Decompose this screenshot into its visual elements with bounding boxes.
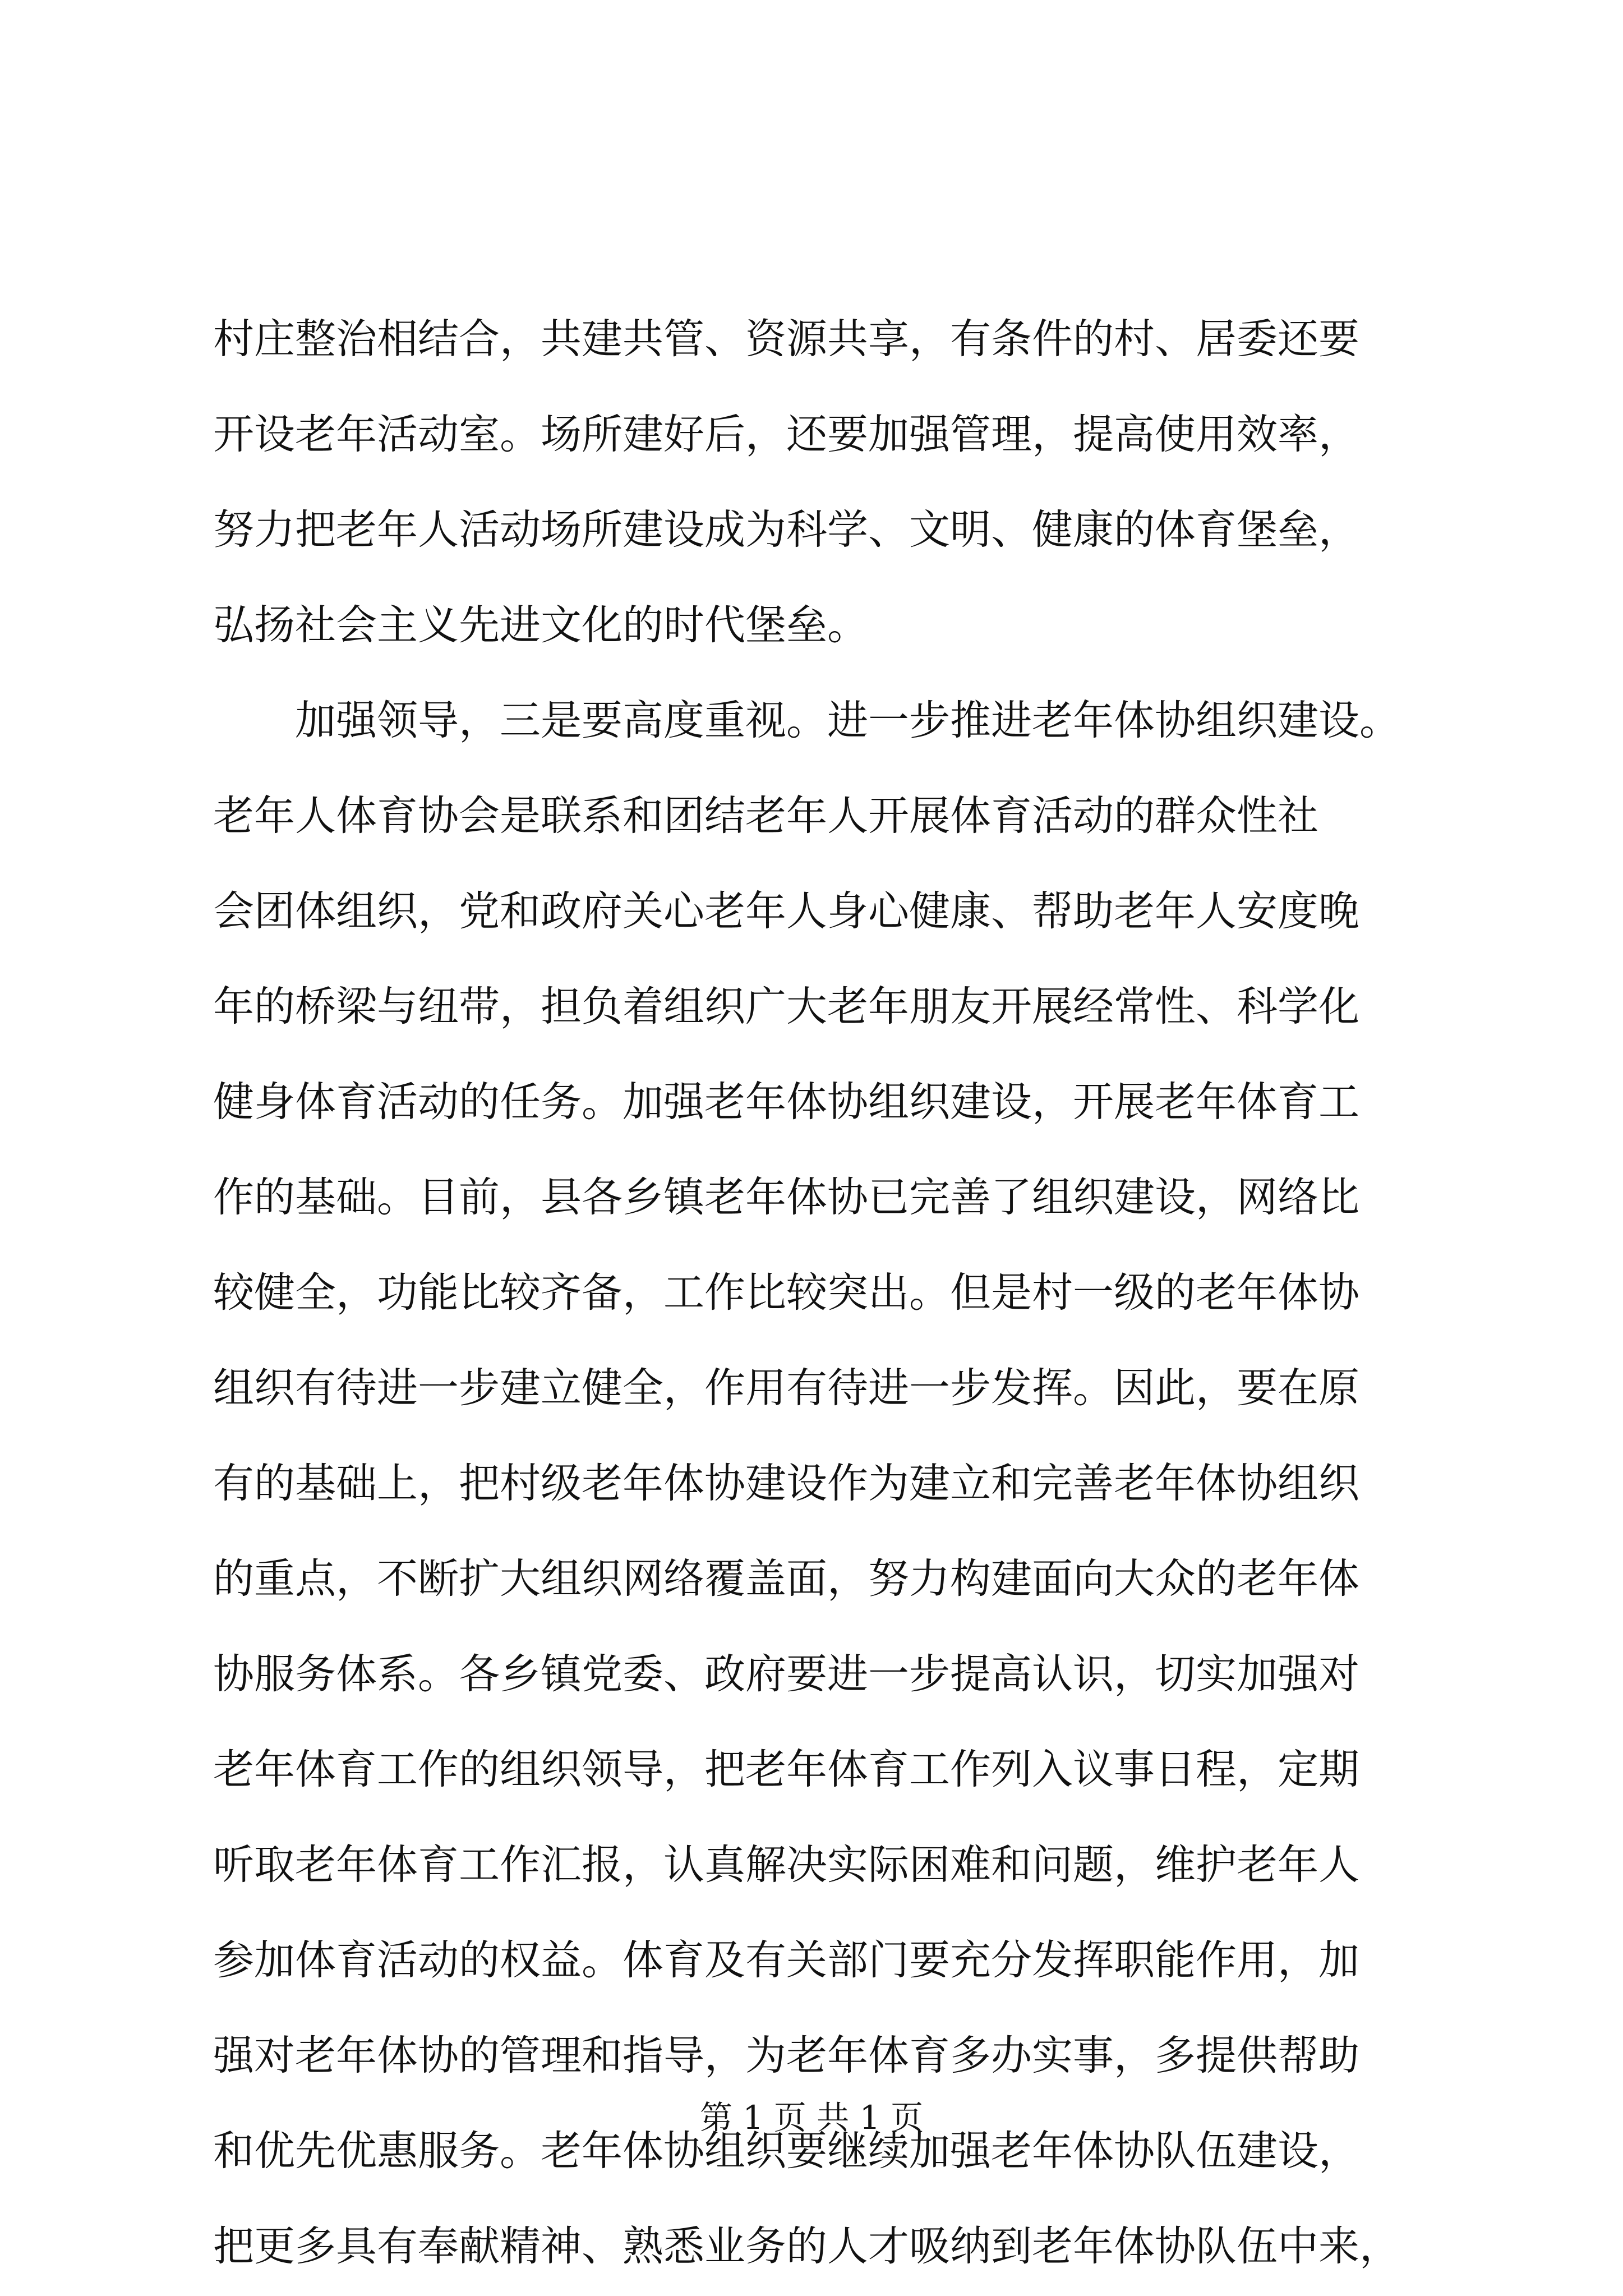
text-line: 把更多具有奉献精神、熟悉业务的人才吸纳到老年体协队伍中来，: [213, 2223, 1400, 2270]
text-line: 强对老年体协的管理和指导，为老年体育多办实事，多提供帮助: [213, 2032, 1359, 2079]
text-line: 的重点，不断扩大组织网络覆盖面，努力构建面向大众的老年体: [213, 1555, 1359, 1603]
body-text: [213, 292, 1424, 2294]
text-line: 听取老年体育工作汇报，认真解决实际困难和问题，维护老年人: [213, 1841, 1359, 1889]
text-line: 努力把老年人活动场所建设成为科学、文明、健康的体育堡垒，: [213, 506, 1359, 554]
text-line: 和优先优惠服务。老年体协组织要继续加强老年体协队伍建设，: [213, 2127, 1359, 2175]
text-line: 老年体育工作的组织领导，把老年体育工作列入议事日程，定期: [213, 1746, 1359, 1793]
page-number-footer: 第 1 页 共 1 页: [700, 2099, 923, 2137]
text-line: 弘扬社会主义先进文化的时代堡垒。: [213, 601, 868, 649]
text-line: 健身体育活动的任务。加强老年体协组织建设，开展老年体育工: [213, 1078, 1359, 1126]
text-line: 组织有待进一步建立健全，作用有待进一步发挥。因此，要在原: [213, 1364, 1359, 1412]
text-line: 老年人体育协会是联系和团结老年人开展体育活动的群众性社: [213, 792, 1318, 840]
paragraph-first-line: 加强领导，三是要高度重视。进一步推进老年体协组织建设。: [295, 697, 1400, 744]
text-line: 开设老年活动室。场所建好后，还要加强管理，提高使用效率，: [213, 411, 1359, 458]
text-line: 有的基础上，把村级老年体协建设作为建立和完善老年体协组织: [213, 1460, 1359, 1507]
text-line: 参加体育活动的权益。体育及有关部门要充分发挥职能作用，加: [213, 1936, 1359, 1984]
text-line: 年的桥梁与纽带，担负着组织广大老年朋友开展经常性、科学化: [213, 983, 1359, 1030]
text-line: 作的基础。目前，县各乡镇老年体协已完善了组织建设，网络比: [213, 1174, 1359, 1221]
text-line: 村庄整治相结合，共建共管、资源共享，有条件的村、居委还要: [213, 315, 1359, 363]
text-line: 协服务体系。各乡镇党委、政府要进一步提高认识，切实加强对: [213, 1650, 1359, 1698]
text-line: 会团体组织，党和政府关心老年人身心健康、帮助老年人安度晚: [213, 887, 1359, 935]
text-line: 较健全，功能比较齐备，工作比较突出。但是村一级的老年体协: [213, 1269, 1359, 1317]
